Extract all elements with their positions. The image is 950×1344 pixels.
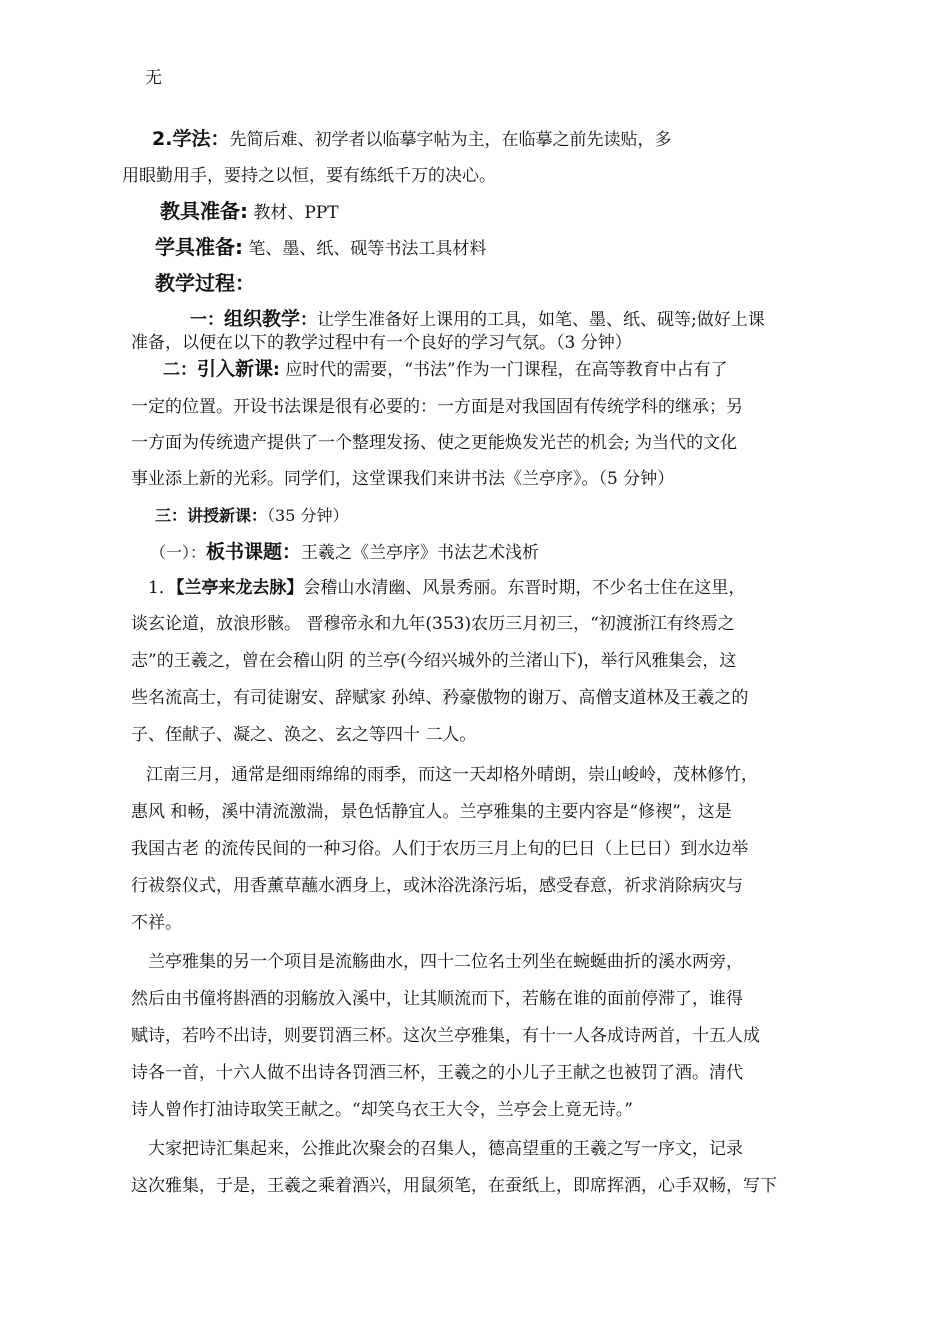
para3-line-5: 诗人曾作打油诗取笑王献之。“却笑乌衣王大令，兰亭会上竟无诗。” xyxy=(131,1100,633,1120)
step2-line-3: 一方面为传统遗产提供了一个整理发扬、使之更能焕发光芒的机会; 为当代的文化 xyxy=(131,433,738,453)
step2-prefix: 二： xyxy=(163,360,197,380)
step3-time: （35 分钟） xyxy=(267,506,349,525)
step3 xyxy=(155,505,348,527)
board-title-prefix: （一）： xyxy=(150,543,207,562)
study-method-line-2: 用眼勤用手，要持之以恒，要有练纸千万的决心。 xyxy=(122,166,496,186)
para3-line-4: 诗各一首，十六人做不出诗各罚酒三杯，王羲之的小儿子王献之也被罚了酒。清代 xyxy=(131,1063,743,1083)
step2-line-2: 一定的位置。开设书法课是很有必要的：一方面是对我国固有传统学科的继承；另 xyxy=(131,397,743,417)
para1-line-4: 些名流高士，有司徒谢安、辞赋家 孙绰、矜豪傲物的谢万、高僧支道林及王羲之的 xyxy=(131,688,749,708)
step2-colon: : xyxy=(273,360,280,380)
para1-line-5: 子、侄献子、凝之、涣之、玄之等四十 二人。 xyxy=(131,725,477,745)
para2-line-4: 行祓祭仪式，用香薰草蘸水洒身上，或沐浴洗涤污垢，感受春意，祈求消除病灾与 xyxy=(131,876,743,896)
top-note: 无 xyxy=(145,68,162,88)
para2-line-2: 惠风 和畅，溪中清流激湍，景色恬静宜人。兰亭雅集的主要内容是“修禊”，这是 xyxy=(131,802,732,822)
board-title-value: 王羲之《兰亭序》书法艺术浅析 xyxy=(301,543,540,563)
teaching-tools xyxy=(160,200,339,224)
teaching-tools-label: 教具准备: xyxy=(160,199,248,223)
step1-prefix: 一： xyxy=(190,310,224,330)
para1-line-2: 谈玄论道，放浪形骸。 晋穆帝永和九年(353)农历三月初三，“初渡浙江有终焉之 xyxy=(131,614,735,634)
para3-line-2: 然后由书僮将斟酒的羽觞放入溪中，让其顺流而下，若觞在谁的面前停滞了，谁得 xyxy=(131,989,743,1009)
para3-line-3: 赋诗，若吟不出诗，则要罚酒三杯。这次兰亭雅集，有十一人各成诗两首，十五人成 xyxy=(131,1026,760,1046)
step1-line-1 xyxy=(190,308,765,331)
para4-line-1: 大家把诗汇集起来，公推此次聚会的召集人，德高望重的王羲之写一序文，记录 xyxy=(148,1139,743,1159)
study-tools xyxy=(155,236,486,260)
board-title-label: 板书课题： xyxy=(206,541,302,563)
step1-line-2: 准备，以便在以下的教学过程中有一个良好的学习气氛。（3 分钟） xyxy=(131,333,632,353)
step1-label: 组织教学 xyxy=(224,308,301,330)
para2-line-1: 江南三月，通常是细雨绵绵的雨季，而这一天却格外晴朗，崇山峻岭，茂林修竹， xyxy=(146,765,758,785)
para1-line-3: 志”的王羲之，曾在会稽山阴 的兰亭(今绍兴城外的兰渚山下)，举行风雅集会，这 xyxy=(131,651,737,671)
para4-line-2: 这次雅集，于是，王羲之乘着酒兴，用鼠须笔，在蚕纸上，即席挥洒，心手双畅，写下 xyxy=(131,1176,777,1196)
study-tools-label: 学具准备: xyxy=(155,235,243,259)
study-tools-value: 笔、墨、纸、砚等书法工具材料 xyxy=(243,239,487,259)
teaching-tools-value: 教材、PPT xyxy=(248,203,339,223)
para2-line-5: 不祥。 xyxy=(131,913,182,933)
step2-line-1 xyxy=(163,358,728,381)
step1-colon: ： xyxy=(300,310,318,330)
para2-line-3: 我国古老 的流传民间的一种习俗。人们于农历三月上旬的巳日（上巳日）到水边举 xyxy=(131,839,749,859)
study-method-label: 2.学法： xyxy=(152,128,230,150)
step3-label: 三：讲授新课： xyxy=(155,506,268,525)
step1-text-1: 让学生准备好上课用的工具，如笔、墨、纸、砚等;做好上课 xyxy=(317,310,765,330)
step2-label: 引入新课 xyxy=(197,358,274,380)
step2-text-1: 应时代的需要，“书法”作为一门课程，在高等教育中占有了 xyxy=(279,360,728,380)
para1-number: 1． xyxy=(148,578,176,598)
study-method-text-1: 先简后难、初学者以临摹字帖为主，在临摹之前先读贴，多 xyxy=(229,130,672,150)
para3-line-1: 兰亭雅集的另一个项目是流觞曲水，四十二位名士列坐在蜿蜒曲折的溪水两旁， xyxy=(148,952,743,972)
process-title: 教学过程： xyxy=(155,271,255,295)
board-title xyxy=(150,541,539,564)
para1-label: 【兰亭来龙去脉】 xyxy=(175,578,304,598)
para1-text-1: 会稽山水清幽、风景秀丽。东晋时期，不少名士住在这里， xyxy=(303,578,746,598)
step2-line-4: 事业添上新的光彩。同学们，这堂课我们来讲书法《兰亭序》。（5 分钟） xyxy=(131,469,675,489)
study-method-line-1 xyxy=(152,128,671,151)
para1-line-1 xyxy=(148,577,745,599)
